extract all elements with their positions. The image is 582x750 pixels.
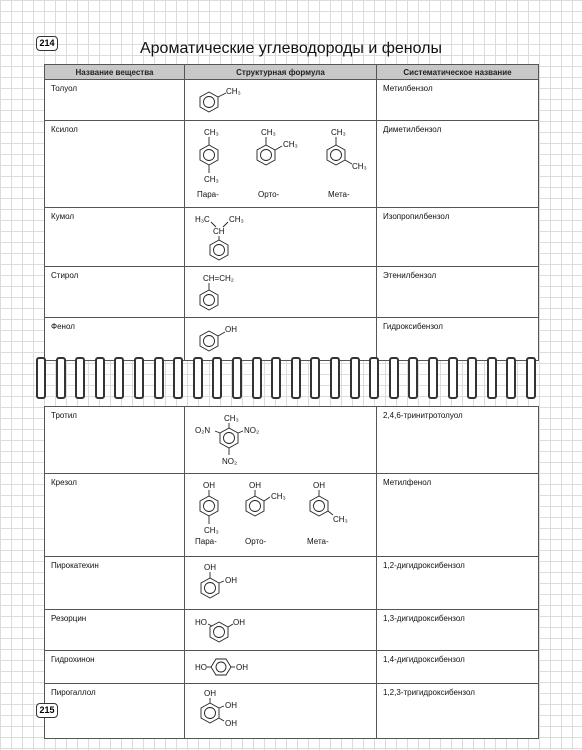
substance-name: Пирокатехин [45, 557, 185, 610]
spiral-coil [428, 357, 438, 399]
group-label: O₂N [195, 426, 211, 435]
group-label: OH [225, 719, 237, 728]
table-row [45, 80, 539, 121]
ortho-cresol [245, 481, 286, 546]
header-systematic: Систематическое название [377, 65, 539, 80]
group-label: CH₃ [331, 128, 346, 137]
isomer-label: Мета- [328, 190, 350, 199]
substance-name: Тротил [45, 407, 185, 474]
substance-name: Пирогаллол [45, 684, 185, 739]
phenols-table [44, 406, 539, 739]
spiral-coil [487, 357, 497, 399]
group-label: OH [204, 689, 216, 698]
structural-formula [185, 557, 377, 610]
group-label: CH₃ [261, 128, 276, 137]
group-label: NO₂ [244, 426, 260, 435]
spiral-coil [330, 357, 340, 399]
spiral-coil [36, 357, 46, 399]
spiral-coil [252, 357, 262, 399]
spiral-coil [114, 357, 124, 399]
substance-name: Стирол [45, 267, 185, 318]
meta-xylene [327, 128, 367, 199]
group-label: OH [313, 481, 325, 490]
table-row [45, 474, 539, 557]
spiral-coil [369, 357, 379, 399]
isomer-label: Орто- [258, 190, 280, 199]
spiral-coil [506, 357, 516, 399]
header-name: Название вещества [45, 65, 185, 80]
benzene-ring-icon [200, 92, 218, 112]
aromatic-hydrocarbons-table [44, 64, 539, 361]
isomer-label: Мета- [307, 537, 329, 546]
resorcinol-formula [191, 614, 374, 646]
structural-formula [185, 474, 377, 557]
spiral-coil [448, 357, 458, 399]
systematic-name: 1,2-дигидроксибензол [377, 557, 539, 610]
tnt-formula [191, 411, 374, 469]
substance-name: Ксилол [45, 121, 185, 208]
spiral-coil [232, 357, 242, 399]
spiral-coil [95, 357, 105, 399]
spiral-coil [408, 357, 418, 399]
meta-cresol [307, 481, 348, 546]
structural-formula [185, 121, 377, 208]
group-label: CH₃ [283, 140, 298, 149]
para-xylene [197, 128, 219, 199]
spiral-coil [350, 357, 360, 399]
group-label: CH [213, 227, 225, 236]
group-label: H₃C [195, 215, 210, 224]
structural-formula [185, 651, 377, 684]
spiral-coil [56, 357, 66, 399]
toluene-formula [191, 84, 374, 116]
group-label: CH₃ [229, 215, 244, 224]
isomer-label: Пара- [197, 190, 219, 199]
spiral-coil [310, 357, 320, 399]
structural-formula [185, 407, 377, 474]
group-label: CH₃ [226, 87, 241, 96]
systematic-name: 1,4-дигидроксибензол [377, 651, 539, 684]
page-number-bottom: 215 [36, 703, 58, 718]
isomer-label: Пара- [195, 537, 217, 546]
structural-formula [185, 80, 377, 121]
group-label: OH [203, 481, 215, 490]
systematic-name: Метилфенол [377, 474, 539, 557]
systematic-name: Метилбензол [377, 80, 539, 121]
structural-formula [185, 208, 377, 267]
page-title: Ароматические углеводороды и фенолы [139, 40, 442, 57]
spiral-coil [271, 357, 281, 399]
group-label: CH₃ [271, 492, 286, 501]
systematic-name: 2,4,6-тринитротолуол [377, 407, 539, 474]
spiral-coil [212, 357, 222, 399]
cumene-formula [191, 212, 374, 262]
styrene-formula [191, 271, 374, 313]
group-label: OH [225, 701, 237, 710]
table-row [45, 610, 539, 651]
group-label: OH [225, 325, 237, 334]
para-cresol [195, 481, 219, 546]
group-label: NO₂ [222, 457, 238, 466]
page-number-top: 214 [36, 36, 58, 51]
table-row [45, 318, 539, 361]
substance-name: Фенол [45, 318, 185, 361]
group-label: CH₃ [204, 128, 219, 137]
group-label: HO [195, 618, 207, 627]
notebook-spiral-binding [0, 357, 582, 397]
structural-formula [185, 267, 377, 318]
group-label: OH [204, 563, 216, 572]
group-label: CH₃ [204, 526, 219, 535]
ortho-xylene [257, 128, 298, 199]
systematic-name: 1,2,3-тригидроксибензол [377, 684, 539, 739]
table-row [45, 557, 539, 610]
structural-formula [185, 684, 377, 739]
table-row [45, 684, 539, 739]
spiral-coil [526, 357, 536, 399]
spiral-coil [134, 357, 144, 399]
table-row [45, 208, 539, 267]
table-row [45, 407, 539, 474]
group-label: CH₃ [224, 414, 239, 423]
substance-name: Кумол [45, 208, 185, 267]
table-row [45, 267, 539, 318]
structural-formula [185, 610, 377, 651]
systematic-name: Гидроксибензол [377, 318, 539, 361]
substance-name: Крезол [45, 474, 185, 557]
spiral-coil [173, 357, 183, 399]
phenol-formula [191, 322, 374, 356]
group-label: OH [233, 618, 245, 627]
table-row [45, 121, 539, 208]
spiral-coil [193, 357, 203, 399]
group-label: OH [236, 663, 248, 672]
header-formula: Структурная формула [185, 65, 377, 80]
spiral-coil [291, 357, 301, 399]
systematic-name: Этенилбензол [377, 267, 539, 318]
systematic-name: Диметилбензол [377, 121, 539, 208]
table-row [45, 651, 539, 684]
substance-name: Резорцин [45, 610, 185, 651]
group-label: CH₃ [204, 175, 219, 184]
group-label: OH [225, 576, 237, 585]
structural-formula [185, 318, 377, 361]
systematic-name: Изопропилбензол [377, 208, 539, 267]
substance-name: Гидрохинон [45, 651, 185, 684]
spiral-coil [154, 357, 164, 399]
cresol-formula [191, 478, 374, 552]
isomer-label: Орто- [245, 537, 267, 546]
spiral-coil [389, 357, 399, 399]
group-label: CH₃ [352, 162, 367, 171]
group-label: HO [195, 663, 207, 672]
spiral-coil [467, 357, 477, 399]
xylene-formula [191, 125, 374, 203]
pyrocatechol-formula [191, 561, 374, 605]
substance-name: Толуол [45, 80, 185, 121]
group-label: CH=CH₂ [203, 274, 234, 283]
group-label: OH [249, 481, 261, 490]
hydroquinone-formula [191, 655, 374, 679]
spiral-coil [75, 357, 85, 399]
pyrogallol-formula [191, 688, 374, 734]
systematic-name: 1,3-дигидроксибензол [377, 610, 539, 651]
group-label: CH₃ [333, 515, 348, 524]
